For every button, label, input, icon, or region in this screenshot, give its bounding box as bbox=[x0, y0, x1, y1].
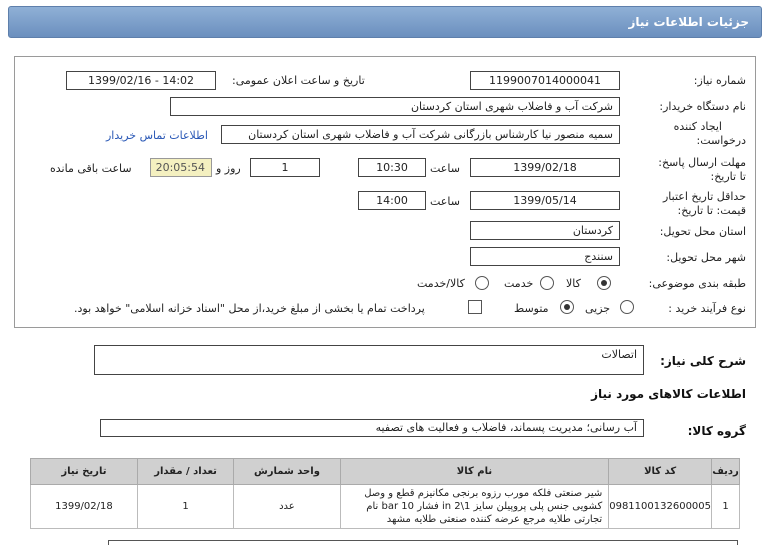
cell-unit: عدد bbox=[234, 485, 340, 529]
col-header-qty: تعداد / مقدار bbox=[137, 459, 233, 485]
need-number-label: شماره نیاز: bbox=[693, 74, 746, 87]
creator-label-2: درخواست: bbox=[696, 134, 746, 147]
category-radio-goods[interactable] bbox=[597, 276, 611, 290]
purchase-option-minor: جزیی bbox=[585, 302, 611, 315]
day-label: روز و bbox=[216, 162, 241, 175]
goods-section-title: اطلاعات کالاهای مورد نیاز bbox=[591, 387, 746, 401]
category-option-goods-service: کالا/خدمت bbox=[417, 277, 465, 290]
province-label: استان محل تحویل: bbox=[659, 225, 746, 238]
category-option-service: خدمت bbox=[504, 277, 534, 290]
table-header-row bbox=[31, 459, 740, 485]
announce-label: تاریخ و ساعت اعلان عمومی: bbox=[232, 74, 365, 87]
buyer-field: شرکت آب و فاضلاب شهری استان کردستان bbox=[170, 97, 620, 116]
deadline-label-1: مهلت ارسال پاسخ: bbox=[658, 156, 746, 169]
cell-date: 1399/02/18 bbox=[31, 485, 138, 529]
cell-name: شیر صنعتی فلکه مورب رزوه برنجی مکانیزم قطع و وصل کشویی جنس پلی پروپیلن سایز 1\2 in فشار 10 bar نام تجارتی طلایه مرجع عرضه کننده صنعتی طلایه مشهد bbox=[340, 485, 609, 529]
purchase-type-label: نوع فرآیند خرید : bbox=[668, 302, 746, 315]
city-label: شهر محل تحویل: bbox=[666, 251, 746, 264]
purchase-radio-minor[interactable] bbox=[620, 300, 634, 314]
city-field: سنندج bbox=[470, 247, 620, 266]
col-header-name: نام کالا bbox=[340, 459, 609, 485]
goods-group-field: آب رسانی؛ مدیریت پسماند، فاضلاب و فعالیت های تصفیه bbox=[100, 419, 644, 437]
need-number-field: 1199007014000041 bbox=[470, 71, 620, 90]
buyer-label: نام دستگاه خریدار: bbox=[659, 100, 746, 113]
treasury-payment-checkbox[interactable] bbox=[468, 300, 482, 314]
remaining-time-field: 20:05:54 bbox=[150, 158, 212, 177]
validity-label-2: قیمت: تا تاریخ: bbox=[677, 204, 746, 217]
header-bar bbox=[8, 6, 762, 38]
category-radio-goods-service[interactable] bbox=[475, 276, 489, 290]
day-count-field: 1 bbox=[250, 158, 320, 177]
validity-label-1: حداقل تاریخ اعتبار bbox=[662, 190, 746, 203]
purchase-option-medium: متوسط bbox=[514, 302, 549, 315]
purchase-radio-medium[interactable] bbox=[560, 300, 574, 314]
table-row bbox=[31, 485, 740, 529]
payment-note: پرداخت تمام یا بخشی از مبلغ خرید،از محل "اسناد خزانه اسلامی" خواهد بود. bbox=[74, 302, 425, 315]
cell-qty: 1 bbox=[137, 485, 233, 529]
validity-time-label: ساعت bbox=[430, 195, 460, 208]
deadline-date-field: 1399/02/18 bbox=[470, 158, 620, 177]
page-title: جزئیات اطلاعات نیاز bbox=[628, 15, 749, 29]
summary-label: شرح کلی نیاز: bbox=[660, 354, 746, 368]
category-option-goods: کالا bbox=[566, 277, 581, 290]
col-header-code: کد کالا bbox=[609, 459, 712, 485]
summary-field: اتصالات bbox=[94, 345, 644, 375]
buyer-contact-link[interactable]: اطلاعات تماس خریدار bbox=[106, 129, 208, 142]
deadline-time-label: ساعت bbox=[430, 162, 460, 175]
cell-code: 0981100132600005 bbox=[609, 485, 712, 529]
col-header-unit: واحد شمارش bbox=[234, 459, 340, 485]
validity-date-field: 1399/05/14 bbox=[470, 191, 620, 210]
announce-field: 1399/02/16 - 14:02 bbox=[66, 71, 216, 90]
creator-label-1: ایجاد کننده bbox=[673, 120, 722, 133]
col-header-row: ردیف bbox=[712, 459, 740, 485]
col-header-date: تاریخ نیاز bbox=[31, 459, 138, 485]
province-field: کردستان bbox=[470, 221, 620, 240]
cell-row: 1 bbox=[712, 485, 740, 529]
creator-field: سمیه منصور نیا کارشناس بازرگانی شرکت آب و فاضلاب شهری استان کردستان bbox=[221, 125, 620, 144]
remaining-label: ساعت باقی مانده bbox=[50, 162, 132, 175]
bottom-panel bbox=[108, 540, 738, 545]
category-radio-service[interactable] bbox=[540, 276, 554, 290]
deadline-time-field: 10:30 bbox=[358, 158, 426, 177]
deadline-label-2: تا تاریخ: bbox=[710, 170, 746, 183]
goods-group-label: گروه کالا: bbox=[687, 424, 746, 438]
items-table bbox=[30, 458, 740, 529]
category-label: طبقه بندی موضوعی: bbox=[648, 277, 746, 290]
validity-time-field: 14:00 bbox=[358, 191, 426, 210]
